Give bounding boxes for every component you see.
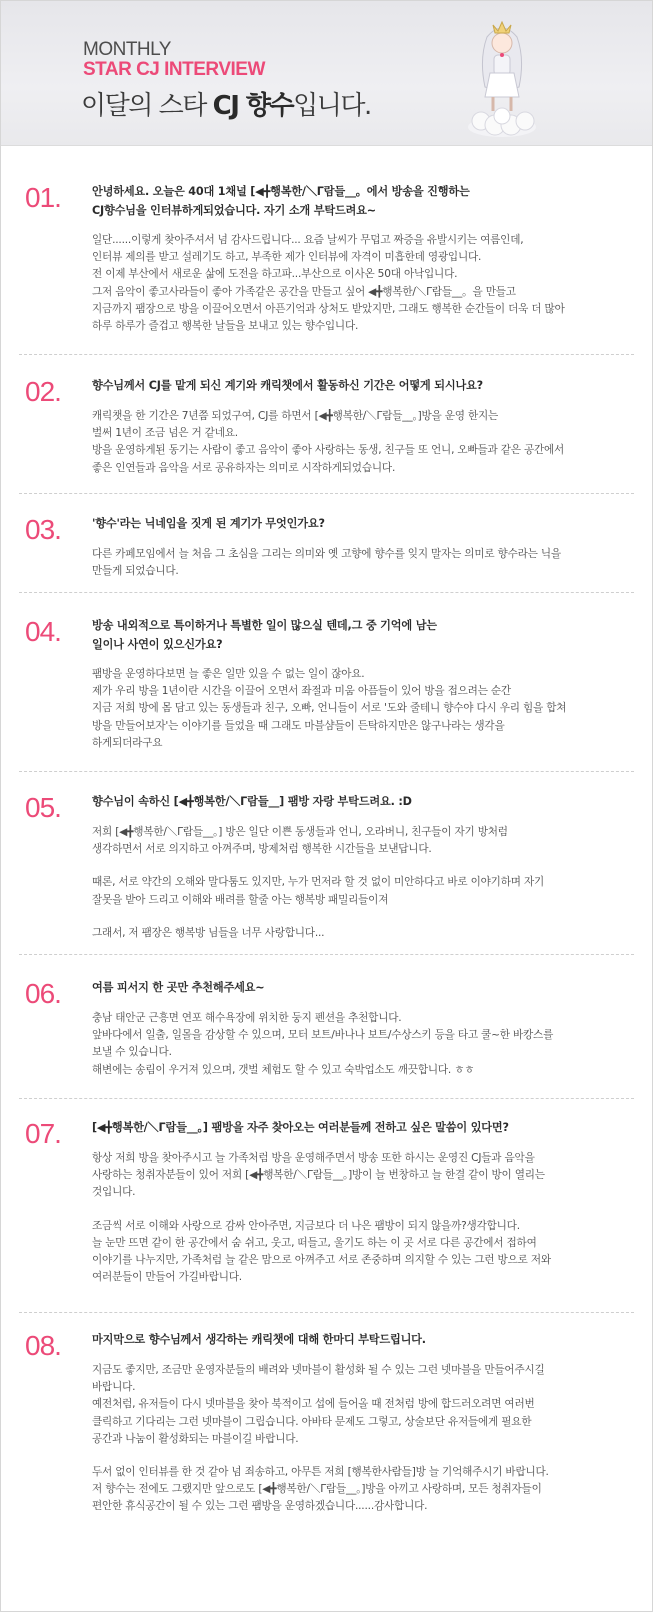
answer-line: 공간과 나눔이 활성화되는 마블이길 바랍니다.: [92, 1432, 299, 1445]
section-divider: [19, 354, 634, 355]
answer-line: 다른 카페모임에서 늘 처음 그 초심을 그리는 의미와 옛 고향에 향수를 잊지 말자는 의미로 향수라는 닉을: [92, 548, 561, 560]
answer-text: [92, 824, 632, 942]
answer-line: 하게되더라구요: [92, 736, 163, 749]
question-text: [92, 1330, 622, 1349]
question-number: 01.: [25, 182, 61, 213]
answer-line: 편안한 휴식공간이 될 수 있는 그런 팸방을 운영하겠습니다......감사합니다.: [92, 1500, 428, 1513]
answer-text: [92, 1150, 632, 1286]
question-text: [92, 182, 622, 220]
answer-text: [92, 408, 632, 477]
answer-line: 생각하면서 서로 의지하고 아껴주며, 방제처럼 행복한 시간들을 보낸답니다.: [92, 843, 432, 856]
section-divider: [19, 592, 634, 593]
answer-line: 저희 [◀╋행복한/＼Γ람들__。] 방은 일단 이쁜 동생들과 언니, 오라버니, 친구들이 자기 방처럼: [92, 826, 508, 838]
answer-text: [92, 1362, 632, 1516]
question-text: [92, 376, 622, 395]
question-number: 02.: [25, 376, 61, 407]
answer-line: 클릭하고 기다리는 그런 넷마블이 그립습니다. 아바타 문제도 그렇고, 상술보단 유저들에게 필요한: [92, 1415, 532, 1428]
question-number: 03.: [25, 514, 61, 545]
header-banner: [1, 1, 652, 146]
question-text: [92, 1118, 622, 1137]
question-line: 여름 피서지 한 곳만 추천해주세요~: [92, 981, 265, 994]
section-divider: [19, 493, 634, 494]
avatar-character-image: [457, 15, 547, 137]
answer-line: 만들게 되었습니다.: [92, 565, 179, 578]
question-line: '향수'라는 닉네임을 짓게 된 계기가 무엇인가요?: [92, 517, 325, 530]
answer-line: 방을 운영하게된 동기는 사람이 좋고 음악이 좋아 사랑하는 동생, 친구들 또 언니, 오빠들과 같은 공간에서: [92, 444, 565, 457]
answer-line: 충남 태안군 근흥면 연포 해수욕장에 위치한 둥지 펜션을 추천합니다.: [92, 1012, 402, 1024]
answer-line: 잘못을 받아 드리고 이해와 배려를 할줄 아는 행복방 패밀리들이져: [92, 893, 389, 906]
question-text: [92, 616, 622, 654]
header-subtitle: STAR CJ INTERVIEW: [83, 59, 265, 80]
answer-line: 일단......이렇게 찾아주셔서 넘 감사드립니다... 요즘 날씨가 무덥고 짜증을 유발시키는 여름인데,: [92, 234, 524, 246]
answer-line: 저 향수는 전에도 그랬지만 앞으로도 [◀╋행복한/＼Γ람들__。]방을 아끼고 사랑하며, 모든 청취자들이: [92, 1483, 542, 1496]
section-divider: [19, 1312, 634, 1313]
answer-line: 지금까지 팸장으로 방을 이끌어오면서 아픈기억과 상처도 받았지만, 그래도 행복한 순간들이 더욱 더 많아: [92, 302, 565, 315]
answer-line: 하루 하루가 즐겁고 행복한 날들을 보내고 있는 향수입니다.: [92, 320, 359, 333]
answer-line: 보낼 수 있습니다.: [92, 1046, 172, 1059]
question-text: [92, 978, 622, 997]
question-number: 07.: [25, 1118, 61, 1149]
question-number: 04.: [25, 616, 61, 647]
answer-line: 제가 우리 방을 1년이란 시간을 이끌어 오면서 좌절과 미움 아픔들이 있어 방을 접으려는 순간: [92, 685, 511, 698]
answer-line: 캐릭챗을 한 기간은 7년쯤 되었구여, CJ를 하면서 [◀╋행복한/＼Γ람들__。]방을 운영 한지는: [92, 410, 499, 422]
answer-line: 예전처럼, 유저들이 다시 넷마블을 찾아 북적이고 섭에 들어올 때 전처럼 방에 합드러오려면 여러번: [92, 1398, 535, 1411]
question-number: 05.: [25, 792, 61, 823]
question-line: [◀╋행복한/＼Γ람들__。] 팸방을 자주 찾아오는 여러분들께 전하고 싶은 말씀이 있다면?: [92, 1121, 509, 1134]
answer-line: 해변에는 송림이 우거져 있으며, 갯벌 체험도 할 수 있고 숙박업소도 깨끗합니다. ㅎㅎ: [92, 1063, 475, 1076]
title-prefix: 이달의 스타: [81, 91, 213, 121]
answer-line: 여러분들이 만들어 가길바랍니다.: [92, 1271, 242, 1284]
answer-line: 좋은 인연들과 음악을 서로 공유하자는 의미로 시작하게되었습니다.: [92, 461, 396, 474]
question-number: 06.: [25, 978, 61, 1009]
question-line: 일이나 사연이 있으신가요?: [92, 638, 223, 651]
page-title: [81, 85, 371, 122]
answer-line: 것입니다.: [92, 1186, 136, 1199]
answer-text: [92, 666, 632, 752]
question-line: CJ향수님을 인터뷰하게되었습니다. 자기 소개 부탁드려요~: [92, 204, 376, 217]
question-number: 08.: [25, 1330, 61, 1361]
question-line: 방송 내외적으로 특이하거나 특별한 일이 많으실 텐데,그 중 기억에 남는: [92, 619, 437, 632]
answer-line: 항상 저희 방을 찾아주시고 늘 가족처럼 방을 운영해주면서 방송 또한 하시는 운영진 CJ들과 음악을: [92, 1152, 535, 1164]
answer-line: 지금 저희 방에 몸 담고 있는 동생들과 친구, 오빠, 언니들이 서로 '도와 줄테니 향수야 다시 우리 힘을 합쳐: [92, 702, 567, 715]
answer-line: 인터뷰 제의를 받고 설레기도 하고, 부족한 제가 인터뷰에 자격이 미흡한데 영광입니다.: [92, 251, 482, 264]
answer-line: 이야기를 나누지만, 가족처럼 늘 같은 맘으로 아껴주고 서로 존중하며 의지할 수 있는 그런 방으로 저와: [92, 1254, 551, 1267]
question-text: [92, 792, 622, 811]
answer-line: 때론, 서로 약간의 오해와 말다툼도 있지만, 누가 먼저라 할 것 없이 미안하다고 바로 이야기하며 자기: [92, 876, 545, 889]
answer-line: 두서 없이 인터뷰를 한 것 같아 넘 죄송하고, 아무튼 저희 [행복한사람들]방 늘 기억해주시기 바랍니다.: [92, 1466, 549, 1479]
section-divider: [19, 1098, 634, 1099]
question-line: 향수님이 속하신 [◀╋행복한/＼Γ람들__] 팸방 자랑 부탁드려요. :D: [92, 795, 412, 808]
answer-text: [92, 232, 632, 335]
answer-line: 지금도 좋지만, 조금만 운영자분들의 배려와 넷마블이 활성화 될 수 있는 그런 넷마블을 만들어주시길: [92, 1364, 545, 1376]
title-name: CJ 향수: [212, 91, 294, 121]
section-divider: [19, 771, 634, 772]
answer-text: [92, 546, 632, 580]
title-suffix: 입니다.: [293, 91, 371, 121]
question-line: 향수님께서 CJ를 맡게 되신 계기와 캐릭챗에서 활동하신 기간은 어떻게 되시나요?: [92, 379, 483, 392]
answer-line: 사랑하는 청취자분들이 있어 저희 [◀╋행복한/＼Γ람들__。]방이 늘 번창하고 늘 한결 같이 방이 열리는: [92, 1169, 545, 1182]
answer-line: 조금씩 서로 이해와 사랑으로 감싸 안아주면, 지금보다 더 나은 팸방이 되지 않을까?생각합니다.: [92, 1219, 520, 1232]
question-text: [92, 514, 622, 533]
question-line: 마지막으로 향수님께서 생각하는 캐릭챗에 대해 한마디 부탁드립니다.: [92, 1333, 426, 1346]
section-divider: [19, 954, 634, 955]
answer-line: 앞바다에서 일출, 일몰을 감상할 수 있으며, 모터 보트/바나나 보트/수상스키 등을 타고 쿨~한 바캉스를: [92, 1029, 554, 1042]
answer-line: 바랍니다.: [92, 1381, 136, 1394]
answer-line: 팸방을 운영하다보면 늘 좋은 일만 있을 수 없는 일이 잖아요.: [92, 668, 365, 680]
answer-line: 늘 눈만 뜨면 같이 한 공간에서 숨 쉬고, 웃고, 떠들고, 울기도 하는 이 곳 서로 다른 공간에서 접하여: [92, 1236, 537, 1249]
question-line: 안녕하세요. 오늘은 40대 1채널 [◀╋행복한/＼Γ람들__。에서 방송을 진행하는: [92, 185, 470, 198]
header-monthly-label: MONTHLY: [83, 39, 171, 60]
answer-text: [92, 1010, 632, 1079]
answer-line: 그저 음악이 좋고사라들이 좋아 가족같은 공간을 만들고 싶어 ◀╋행복한/＼Γ람들__。을 만들고: [92, 285, 516, 298]
answer-line: 방을 만들어보자'는 이야기를 들었을 때 그래도 마블샴들이 든탁하지만은 않구나라는 생각을: [92, 719, 505, 732]
answer-line: 벌써 1년이 조금 넘은 거 같네요.: [92, 427, 238, 440]
answer-line: 전 이제 부산에서 새로운 삶에 도전을 하고파...부산으로 이사온 50대 아낙입니다.: [92, 268, 458, 281]
answer-line: 그래서, 저 팸장은 행복방 님들을 너무 사랑합니다...: [92, 926, 325, 939]
